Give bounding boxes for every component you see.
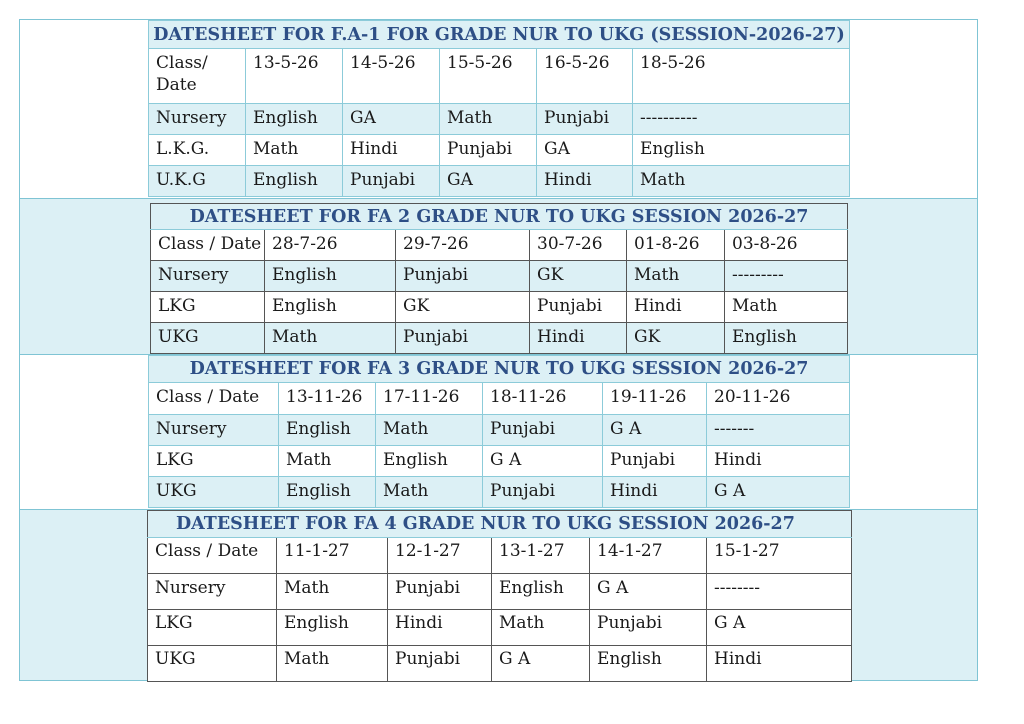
- header-cell: 16-5-26: [537, 49, 633, 104]
- class-cell: UKG: [151, 323, 265, 354]
- subject-cell: Math: [277, 574, 388, 610]
- subject-cell: Math: [265, 323, 396, 354]
- subject-cell: English: [633, 135, 850, 166]
- header-cell: 28-7-26: [265, 230, 396, 261]
- header-cell: 13-11-26: [279, 383, 376, 415]
- header-cell: Class / Date: [151, 230, 265, 261]
- header-cell: 01-8-26: [627, 230, 725, 261]
- subject-cell: Punjabi: [343, 166, 440, 197]
- header-cell: 13-5-26: [246, 49, 343, 104]
- header-cell: 20-11-26: [707, 383, 850, 415]
- header-cell: 18-5-26: [633, 49, 850, 104]
- subject-cell: Math: [279, 446, 376, 477]
- subject-cell: Hindi: [388, 610, 492, 646]
- subject-cell: -------: [707, 415, 850, 446]
- header-cell: 30-7-26: [530, 230, 627, 261]
- subject-cell: G A: [707, 610, 852, 646]
- subject-cell: English: [492, 574, 590, 610]
- subject-cell: Hindi: [627, 292, 725, 323]
- subject-cell: Punjabi: [388, 646, 492, 682]
- class-cell: Nursery: [149, 104, 246, 135]
- subject-cell: Punjabi: [396, 261, 530, 292]
- datesheet-fa2-title: DATESHEET FOR FA 2 GRADE NUR TO UKG SESSION 2026-27: [151, 204, 848, 230]
- subject-cell: English: [279, 415, 376, 446]
- header-cell: 15-1-27: [707, 538, 852, 574]
- header-cell: 15-5-26: [440, 49, 537, 104]
- subject-cell: Math: [725, 292, 848, 323]
- subject-cell: --------: [707, 574, 852, 610]
- subject-cell: English: [246, 166, 343, 197]
- header-cell: 18-11-26: [483, 383, 603, 415]
- header-cell: Class / Date: [148, 538, 277, 574]
- subject-cell: Punjabi: [388, 574, 492, 610]
- class-cell: UKG: [149, 477, 279, 508]
- datesheet-fa4-title: DATESHEET FOR FA 4 GRADE NUR TO UKG SESSION 2026-27: [148, 511, 852, 538]
- datesheet-fa1-title: DATESHEET FOR F.A-1 FOR GRADE NUR TO UKG (SESSION-2026-27): [149, 21, 850, 49]
- subject-cell: G A: [483, 446, 603, 477]
- subject-cell: Hindi: [707, 446, 850, 477]
- datesheet-fa3-table: [148, 355, 850, 508]
- subject-cell: GK: [396, 292, 530, 323]
- subject-cell: English: [277, 610, 388, 646]
- datesheet-fa3-title: DATESHEET FOR FA 3 GRADE NUR TO UKG SESSION 2026-27: [149, 356, 850, 383]
- subject-cell: English: [246, 104, 343, 135]
- subject-cell: ----------: [633, 104, 850, 135]
- subject-cell: G A: [590, 574, 707, 610]
- subject-cell: Math: [376, 415, 483, 446]
- class-cell: LKG: [148, 610, 277, 646]
- header-cell: 19-11-26: [603, 383, 707, 415]
- header-cell: 13-1-27: [492, 538, 590, 574]
- subject-cell: Punjabi: [530, 292, 627, 323]
- subject-cell: English: [279, 477, 376, 508]
- subject-cell: GA: [343, 104, 440, 135]
- subject-cell: Punjabi: [537, 104, 633, 135]
- subject-cell: Punjabi: [590, 610, 707, 646]
- subject-cell: Punjabi: [483, 415, 603, 446]
- datesheet-fa2-table: [150, 203, 848, 354]
- datesheet-fa4-table: [147, 510, 852, 682]
- header-cell: 03-8-26: [725, 230, 848, 261]
- datesheet-fa1-table: [148, 20, 850, 197]
- header-cell: 12-1-27: [388, 538, 492, 574]
- subject-cell: GA: [537, 135, 633, 166]
- subject-cell: ---------: [725, 261, 848, 292]
- class-cell: Nursery: [149, 415, 279, 446]
- subject-cell: English: [725, 323, 848, 354]
- subject-cell: English: [376, 446, 483, 477]
- class-cell: UKG: [148, 646, 277, 682]
- subject-cell: Math: [376, 477, 483, 508]
- header-cell: 14-5-26: [343, 49, 440, 104]
- subject-cell: Punjabi: [440, 135, 537, 166]
- header-cell: 17-11-26: [376, 383, 483, 415]
- subject-cell: Math: [492, 610, 590, 646]
- subject-cell: Punjabi: [483, 477, 603, 508]
- subject-cell: G A: [707, 477, 850, 508]
- subject-cell: G A: [492, 646, 590, 682]
- header-cell: Class/ Date: [149, 49, 246, 104]
- subject-cell: Math: [277, 646, 388, 682]
- class-cell: L.K.G.: [149, 135, 246, 166]
- header-cell: 29-7-26: [396, 230, 530, 261]
- class-cell: Nursery: [148, 574, 277, 610]
- subject-cell: Hindi: [530, 323, 627, 354]
- subject-cell: Punjabi: [396, 323, 530, 354]
- class-cell: LKG: [151, 292, 265, 323]
- subject-cell: English: [265, 261, 396, 292]
- subject-cell: Math: [633, 166, 850, 197]
- subject-cell: Hindi: [537, 166, 633, 197]
- subject-cell: Hindi: [603, 477, 707, 508]
- subject-cell: Math: [627, 261, 725, 292]
- subject-cell: GK: [530, 261, 627, 292]
- class-cell: LKG: [149, 446, 279, 477]
- class-cell: U.K.G: [149, 166, 246, 197]
- subject-cell: Hindi: [707, 646, 852, 682]
- header-cell: Class / Date: [149, 383, 279, 415]
- subject-cell: Math: [246, 135, 343, 166]
- header-cell: 11-1-27: [277, 538, 388, 574]
- subject-cell: English: [265, 292, 396, 323]
- subject-cell: GA: [440, 166, 537, 197]
- subject-cell: English: [590, 646, 707, 682]
- subject-cell: G A: [603, 415, 707, 446]
- header-cell: 14-1-27: [590, 538, 707, 574]
- subject-cell: GK: [627, 323, 725, 354]
- class-cell: Nursery: [151, 261, 265, 292]
- subject-cell: Punjabi: [603, 446, 707, 477]
- subject-cell: Hindi: [343, 135, 440, 166]
- subject-cell: Math: [440, 104, 537, 135]
